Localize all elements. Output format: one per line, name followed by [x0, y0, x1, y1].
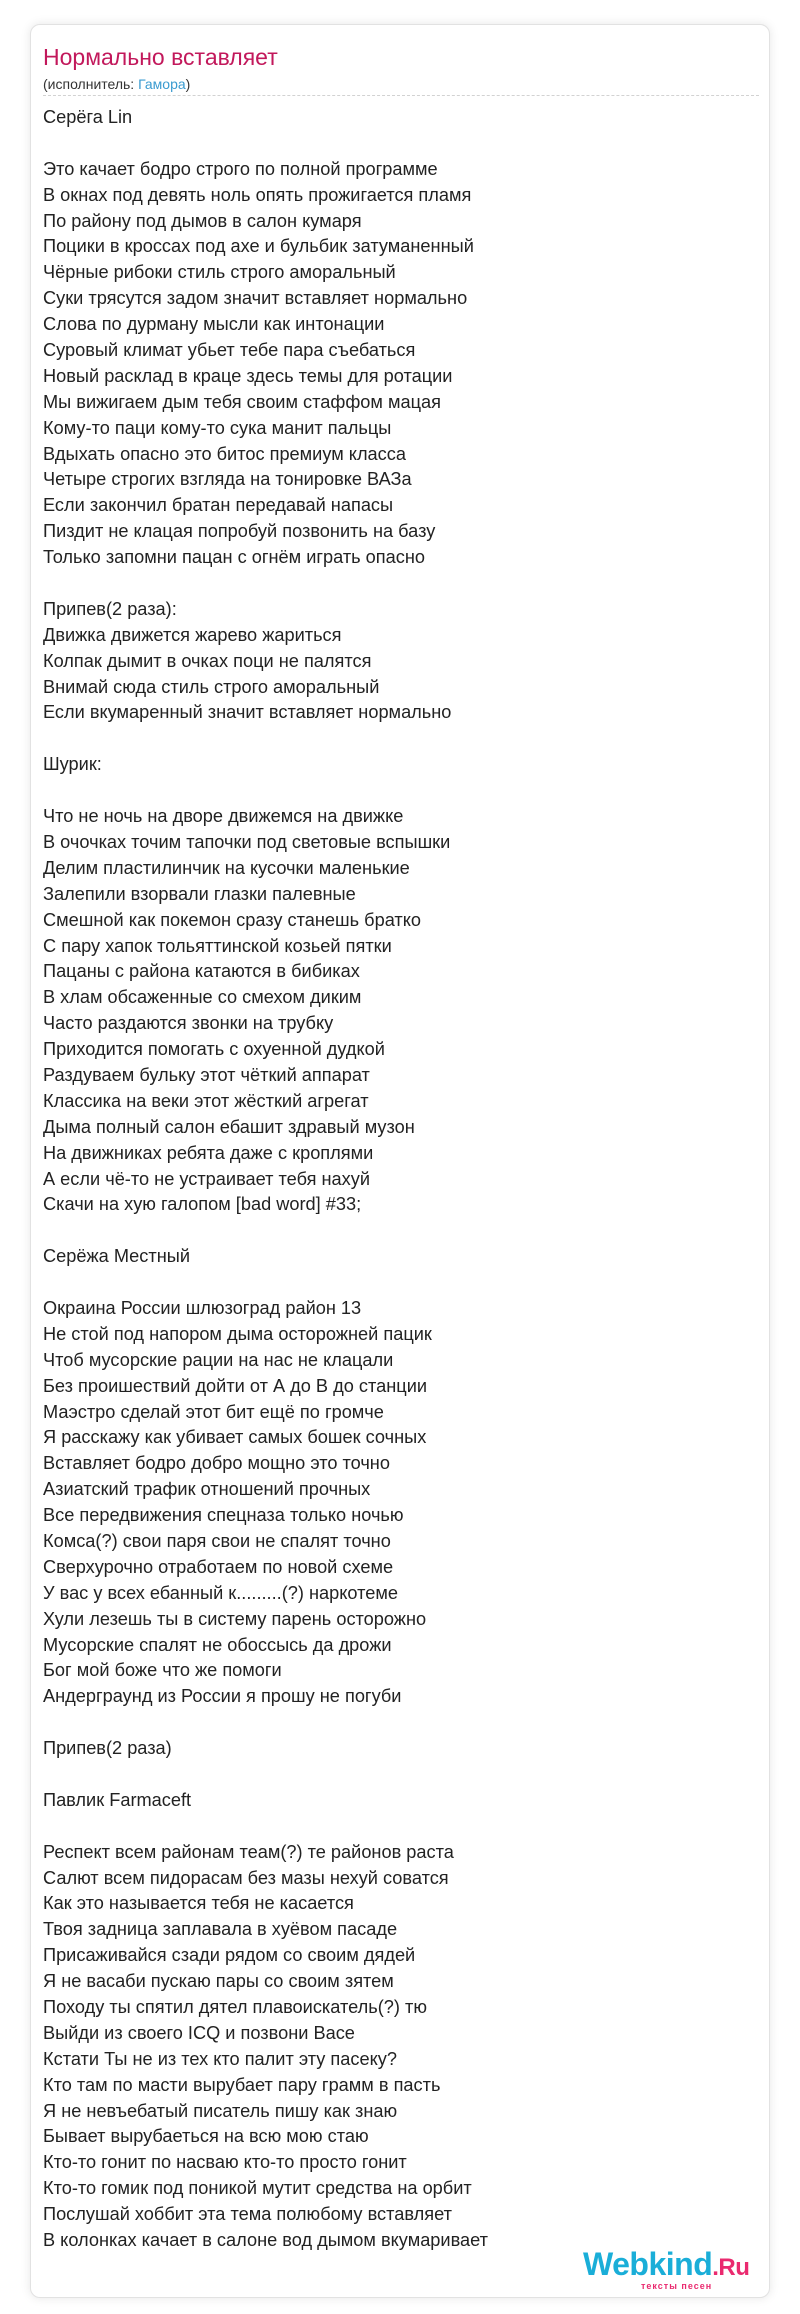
lyric-blank-line — [43, 131, 759, 157]
lyric-line: На движниках ребята даже с кроплями — [43, 1142, 374, 1163]
lyrics-text — [43, 105, 759, 2254]
lyric-line: Колпак дымит в очках поци не палятся — [43, 650, 372, 671]
lyric-line: Маэстро сделай этот бит ещё по громче — [43, 1401, 384, 1422]
lyric-line: В очочках точим тапочки под световые вспышки — [43, 831, 451, 852]
lyric-line: Бог мой боже что же помоги — [43, 1660, 282, 1681]
lyric-line: Чтоб мусорские рации на нас не клацали — [43, 1349, 394, 1370]
lyric-line: Комса(?) свои паря свои не спалят точно — [43, 1530, 391, 1551]
lyric-line: А если чё-то не устраивает тебя нахуй — [43, 1168, 371, 1189]
lyric-line: Вдыхать опасно это битос премиум класса — [43, 443, 406, 464]
lyric-line: Не стой под напором дыма осторожней пацик — [43, 1323, 432, 1344]
lyric-line: В окнах под девять ноль опять прожигается пламя — [43, 184, 472, 205]
logo-tagline: тексты песен — [641, 2281, 713, 2291]
lyric-line: Вставляет бодро добро мощно это точно — [43, 1453, 390, 1474]
webkind-logo[interactable] — [583, 2246, 773, 2296]
lyric-line: Пацаны с района катаются в бибиках — [43, 961, 360, 982]
lyric-line: Четыре строгих взгляда на тонировке ВАЗа — [43, 469, 412, 490]
artist-line — [43, 75, 759, 96]
lyric-line: Серёжа Местный — [43, 1246, 190, 1267]
lyric-line: Классика на веки этот жёсткий агрегат — [43, 1090, 369, 1111]
lyric-blank-line — [43, 1762, 759, 1788]
lyric-line: Суровый климат убьет тебе пара съебаться — [43, 340, 416, 361]
lyric-line: Павлик Farmaceft — [43, 1789, 192, 1810]
lyric-line: Скачи на хую галопом [bad word] #33; — [43, 1194, 362, 1215]
lyric-line: Как это называется тебя не касается — [43, 1893, 354, 1914]
lyric-line: Мусорские спалят не обоссысь да дрожи — [43, 1634, 392, 1655]
lyric-line: Если закончил братан передавай напасы — [43, 495, 394, 516]
lyric-blank-line — [43, 571, 759, 597]
lyric-line: В хлам обсаженные со смехом диким — [43, 987, 362, 1008]
lyric-line: Что не ночь на дворе движемся на движке — [43, 806, 404, 827]
lyric-line: Мы вижигаем дым тебя своим стаффом мацая — [43, 391, 441, 412]
lyric-line: Азиатский трафик отношений прочных — [43, 1479, 371, 1500]
lyric-line: Кому-то паци кому-то сука манит пальцы — [43, 417, 392, 438]
lyrics-card — [30, 24, 770, 2298]
lyric-line: Если вкумаренный значит вставляет нормально — [43, 702, 452, 723]
lyric-blank-line — [43, 726, 759, 752]
lyric-line: Смешной как покемон сразу станешь братко — [43, 909, 422, 930]
lyric-line: Респект всем районам теам(?) те районов раста — [43, 1841, 454, 1862]
lyric-line: Походу ты спятил дятел плавоискатель(?) тю — [43, 1997, 427, 2018]
lyric-line: Кто-то гомик под поникой мутит средства на орбит — [43, 2178, 472, 2199]
lyric-line: По району под дымов в салон кумаря — [43, 210, 362, 231]
lyric-line: Кстати Ты не из тех кто палит эту пасеку? — [43, 2048, 397, 2069]
logo-main-text: Webkind — [583, 2246, 713, 2282]
lyric-line: Движка движется жарево жариться — [43, 624, 342, 645]
lyric-line: Залепили взорвали глазки палевные — [43, 883, 356, 904]
lyric-line: Все передвижения спецназа только ночью — [43, 1505, 404, 1526]
lyric-blank-line — [43, 1814, 759, 1840]
lyric-line: Твоя задница заплавала в хуёвом пасаде — [43, 1919, 398, 1940]
lyric-line: Бывает вырубаеться на всю мою стаю — [43, 2126, 369, 2147]
lyric-line: Шурик: — [43, 754, 102, 775]
lyric-line: Дыма полный салон ебашит здравый музон — [43, 1116, 415, 1137]
lyric-line: Без проишествий дойти от А до В до станции — [43, 1375, 428, 1396]
lyric-blank-line — [43, 1270, 759, 1296]
artist-suffix: ) — [185, 76, 191, 92]
lyric-line: Чёрные рибоки стиль строго аморальный — [43, 262, 396, 283]
lyric-line: В колонках качает в салоне вод дымом вкумаривает — [43, 2230, 488, 2251]
lyric-line: У вас у всех ебанный к.........(?) наркотеме — [43, 1582, 399, 1603]
lyric-line: Приходится помогать с охуенной дудкой — [43, 1039, 385, 1060]
lyric-line: Новый расклад в краце здесь темы для ротации — [43, 365, 453, 386]
lyric-line: С пару хапок тольяттинской козьей пятки — [43, 935, 392, 956]
lyric-line: Это качает бодро строго по полной программе — [43, 158, 438, 179]
lyric-line: Хули лезешь ты в систему парень осторожно — [43, 1608, 427, 1629]
song-title: Нормально вставляет — [43, 44, 278, 70]
lyric-line: Послушай хоббит эта тема полюбому вставляет — [43, 2204, 452, 2225]
lyric-line: Слова по дурману мысли как интонации — [43, 314, 385, 335]
lyric-blank-line — [43, 1218, 759, 1244]
logo-wordmark — [583, 2246, 749, 2286]
lyric-line: Я не невъебатый писатель пишу как знаю — [43, 2100, 398, 2121]
lyric-line: Раздуваем бульку этот чёткий аппарат — [43, 1064, 370, 1085]
lyric-line: Салют всем пидорасам без мазы нехуй соватся — [43, 1867, 449, 1888]
lyric-line: Часто раздаются звонки на трубку — [43, 1013, 334, 1034]
lyric-line: Окраина России шлюзоград район 13 — [43, 1297, 362, 1318]
lyric-line: Только запомни пацан с огнём играть опасно — [43, 547, 426, 568]
lyric-line: Я расскажу как убивает самых бошек сочных — [43, 1427, 427, 1448]
lyric-line: Припев(2 раза) — [43, 1738, 172, 1759]
lyric-line: Кто-то гонит по насваю кто-то просто гонит — [43, 2152, 407, 2173]
lyric-blank-line — [43, 1710, 759, 1736]
lyric-line: Пиздит не клацая попробуй позвонить на базу — [43, 521, 436, 542]
lyric-blank-line — [43, 778, 759, 804]
lyric-line: Кто там по масти вырубает пару грамм в пасть — [43, 2074, 441, 2095]
lyric-line: Сверхурочно отработаем по новой схеме — [43, 1556, 394, 1577]
artist-prefix: (исполнитель: — [43, 76, 139, 92]
lyric-line: Суки трясутся задом значит вставляет нормально — [43, 288, 468, 309]
lyric-line: Выйди из своего ICQ и позвони Васе — [43, 2022, 355, 2043]
lyric-line: Внимай сюда стиль строго аморальный — [43, 676, 380, 697]
lyric-line: Поцики в кроссах под ахе и бульбик затуманенный — [43, 236, 474, 257]
lyric-line: Припев(2 раза): — [43, 598, 177, 619]
artist-link[interactable]: Гамора — [138, 76, 186, 92]
lyric-line: Я не васаби пускаю пары со своим зятем — [43, 1971, 394, 1992]
lyric-line: Андерграунд из России я прошу не погуби — [43, 1686, 402, 1707]
lyric-line: Серёга Lin — [43, 107, 133, 127]
logo-tld: .Ru — [712, 2254, 750, 2281]
lyric-line: Делим пластилинчик на кусочки маленькие — [43, 857, 410, 878]
lyric-line: Присаживайся сзади рядом со своим дядей — [43, 1945, 416, 1966]
